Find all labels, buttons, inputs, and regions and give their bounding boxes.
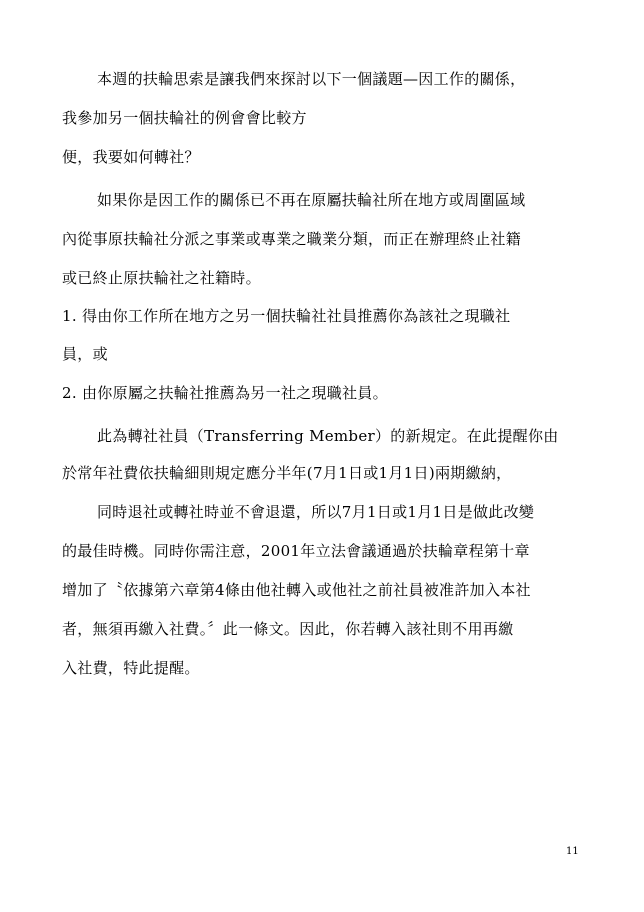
paragraph-line: 的最佳時機。同時你需注意，2001年立法會議通過於扶輪章程第十章 xyxy=(62,542,530,560)
paragraph-line: 或已終止原扶輪社之社籍時。 xyxy=(62,269,261,287)
paragraph-line: 增加了〝依據第六章第4條由他社轉入或他社之前社員被准許加入本社 xyxy=(62,581,531,599)
paragraph-line: 同時退社或轉社時並不會退還，所以7月1日或1月1日是做此改變 xyxy=(97,503,535,521)
paragraph-line: 如果你是因工作的關係已不再在原屬扶輪社所在地方或周圍區域 xyxy=(97,191,526,209)
paragraph-line: 便，我要如何轉社？ xyxy=(62,148,200,166)
paragraph-line: 者，無須再繳入社費。〞此一條文。因此，你若轉入該社則不用再繳 xyxy=(62,620,514,638)
list-item-2: 2. 由你原屬之扶輪社推薦為另一社之現職社員。 xyxy=(62,384,388,402)
paragraph-line: 入社費，特此提醒。 xyxy=(62,659,200,677)
page-number: 11 xyxy=(566,846,579,857)
paragraph-line: 此為轉社社員（Transferring Member）的新規定。在此提醒你由 xyxy=(97,427,559,445)
list-item-1: 1. 得由你工作所在地方之另一個扶輪社社員推薦你為該社之現職社 xyxy=(62,307,511,325)
paragraph-line: 員，或 xyxy=(62,345,108,363)
paragraph-line: 於常年社費依扶輪細則規定應分半年(7月1日或1月1日)兩期繳納， xyxy=(62,464,512,482)
paragraph-line: 我參加另一個扶輪社的例會會比較方 xyxy=(62,109,307,127)
paragraph-line: 內從事原扶輪社分派之事業或專業之職業分類，而正在辦理終止社籍 xyxy=(62,230,522,248)
paragraph-line: 本週的扶輪思索是讓我們來探討以下一個議題—因工作的關係， xyxy=(97,70,526,88)
